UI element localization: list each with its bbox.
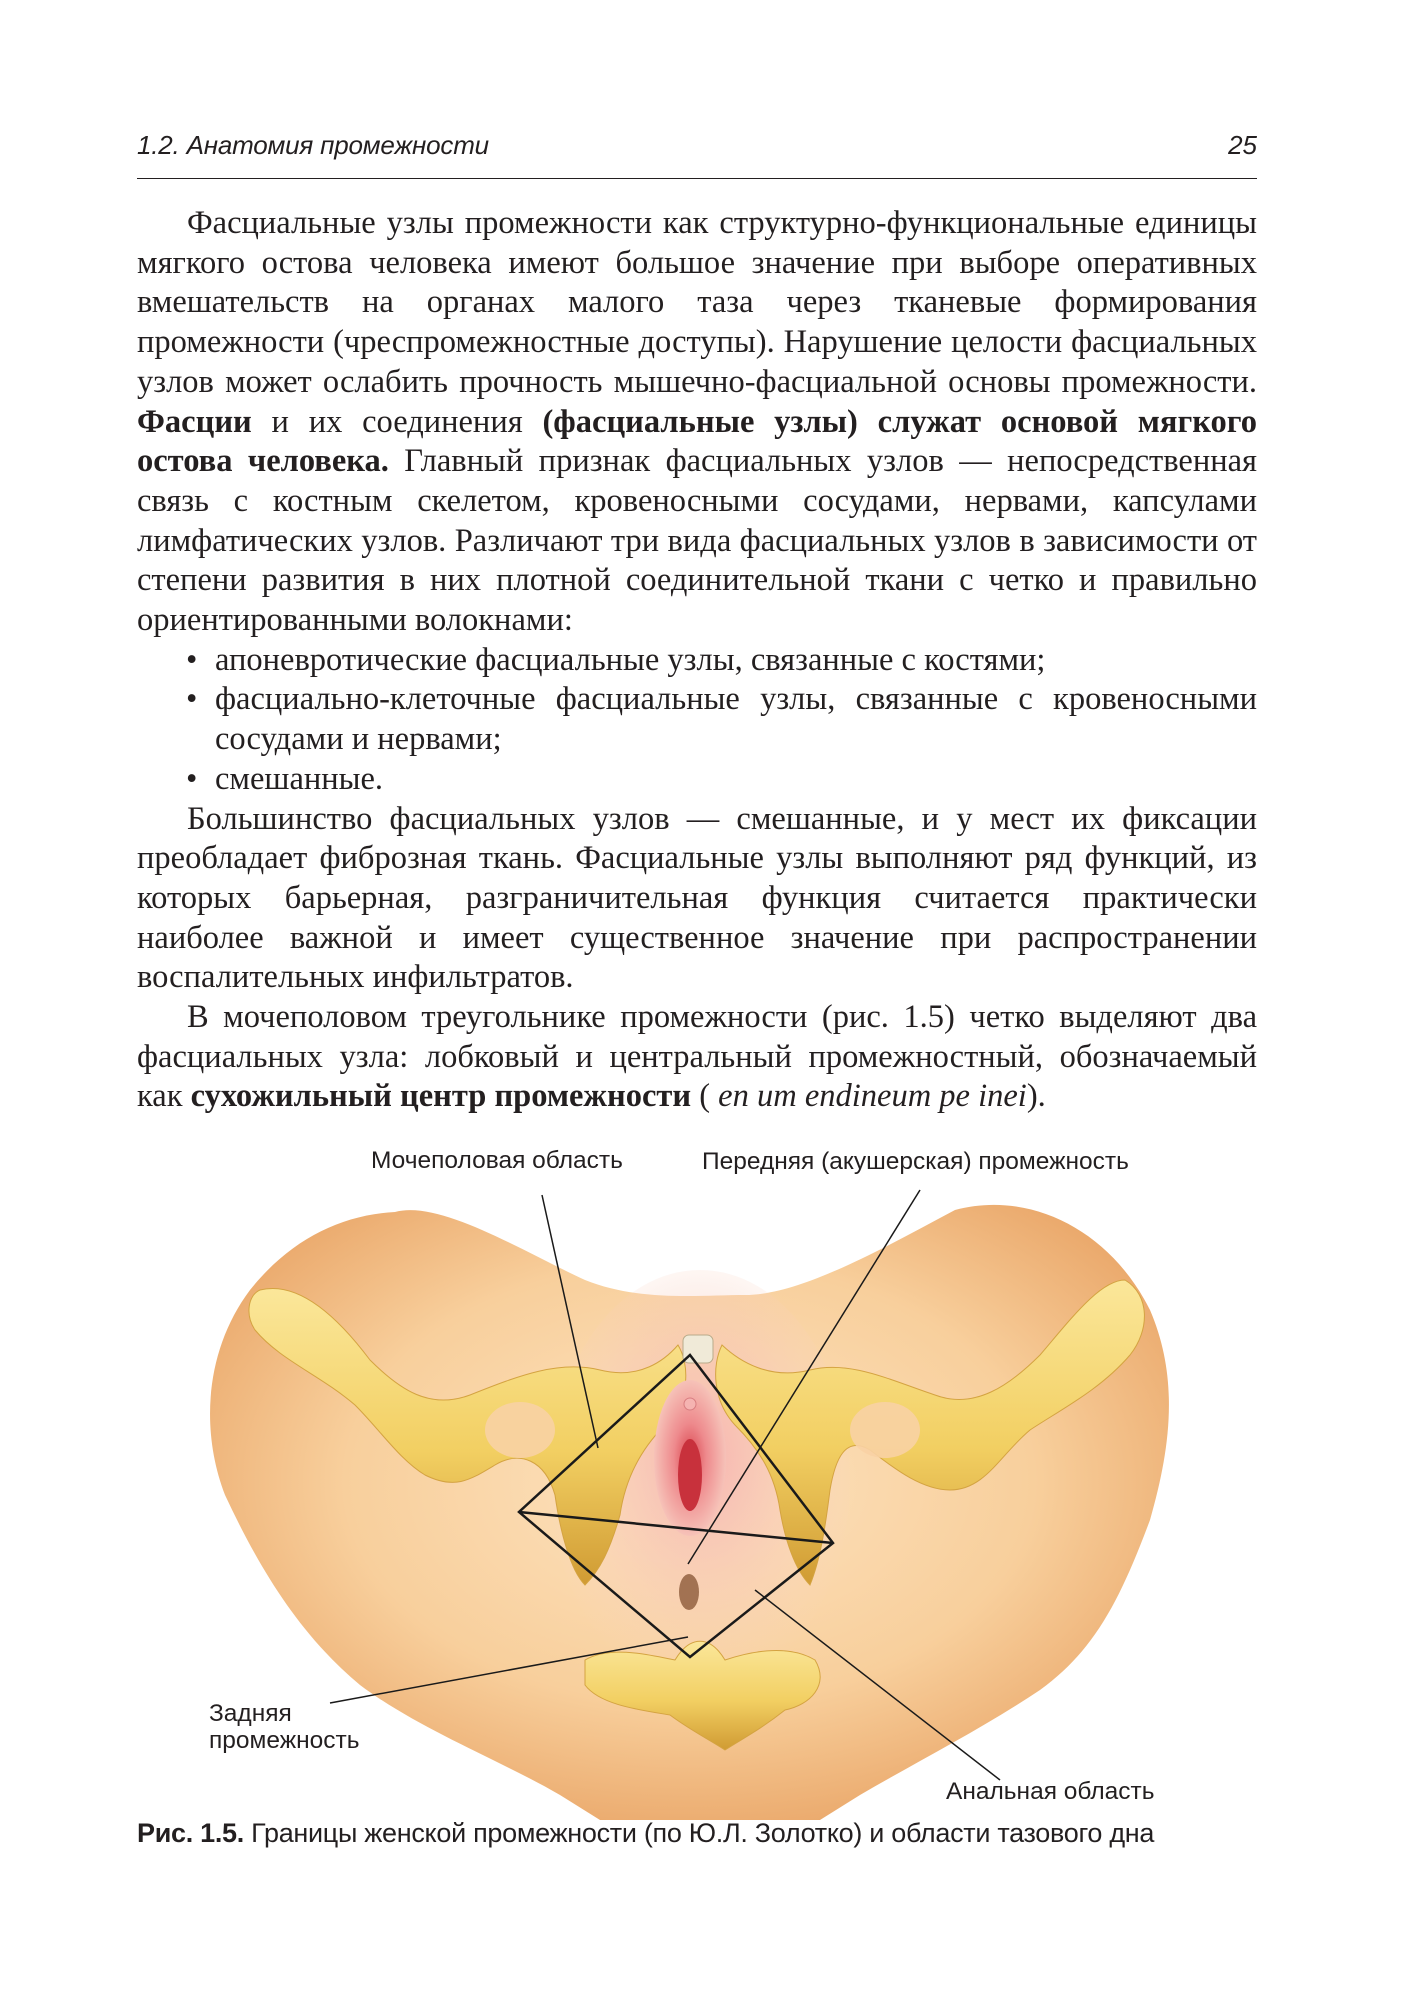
latin-term: en um endineum pe inei bbox=[718, 1078, 1027, 1115]
body-text bbox=[137, 204, 1257, 1117]
left-obturator-foramen bbox=[485, 1402, 555, 1458]
page-number: 25 bbox=[1228, 130, 1257, 160]
list-item bbox=[137, 641, 1257, 681]
paragraph-text: Фасциальные узлы промежности как структурно-функциональные единицы мягкого остова человека имеют большое значение при выборе оперативных вмешательств на органах малого таза через тканевые формирования промежности (чреспромежностные доступы). Нарушение целости фасциальных узлов может ослабить прочность мышечно-фасциальной основы промежности. bbox=[137, 205, 1257, 400]
label-posterior-perineum-1: Задняя bbox=[209, 1700, 292, 1727]
bold-term-fascia: Фасции bbox=[137, 403, 252, 440]
anus bbox=[679, 1574, 699, 1610]
paragraph-mixed-nodes: Большинство фасциальных узлов — смешанные, и у мест их фиксации преобладает фиброзная ткань. Фасциальные узлы выполняют ряд функций, из которых барьерная, разграничительная функция считается практически наиболее важной и имеет существенное значение при распространении воспалительных инфильтратов. bbox=[137, 800, 1257, 996]
list-item-text: апоневротические фасциальные узлы, связанные с костями; bbox=[215, 641, 1046, 678]
label-posterior-perineum-2: промежность bbox=[209, 1727, 360, 1754]
caption-text: Границы женской промежности (по Ю.Л. Золотко) и области тазового дна bbox=[243, 1818, 1155, 1848]
list-item bbox=[137, 760, 1257, 800]
figure-perineum bbox=[0, 1130, 1414, 1830]
label-anterior-perineum: Передняя (акушерская) промежность bbox=[702, 1148, 1129, 1175]
bold-statement: (фасциальные узлы) служат основой мягкого остова человека. bbox=[137, 403, 1257, 480]
paragraph-text: ). bbox=[1026, 1078, 1046, 1115]
list-item bbox=[137, 680, 1257, 759]
label-urogenital-region: Мочеполовая область bbox=[371, 1147, 623, 1174]
section-title: 1.2. Анатомия промежности bbox=[137, 130, 489, 160]
right-obturator-foramen bbox=[850, 1402, 920, 1458]
paragraph-text: ( bbox=[691, 1078, 719, 1115]
bullet-marker: • bbox=[186, 760, 198, 797]
label-anal-region: Анальная область bbox=[946, 1778, 1155, 1805]
clitoris bbox=[684, 1398, 696, 1410]
paragraph-text: Главный признак фасциальных узлов — непосредственная связь с костным скелетом, кровеносными сосудами, нервами, капсулами лимфатических узлов. Различают три вида фасциальных узлов в зависимости от степени развития в них плотной соединительной ткани с четко и правильно ориентированными волокнами: bbox=[137, 443, 1257, 639]
figure-caption bbox=[137, 1818, 1287, 1849]
paragraph-fascial-nodes bbox=[137, 204, 1257, 641]
list-item-text: смешанные. bbox=[215, 760, 384, 797]
paragraph-urogenital-triangle bbox=[137, 998, 1257, 1117]
bullet-marker: • bbox=[186, 641, 198, 678]
bullet-marker: • bbox=[186, 681, 198, 718]
paragraph-text: В мочеполовом треугольнике промежности (рис. 1.5) четко выделяют два фасциальных узла: лобковый и центральный промежностный, обозначаемый как bbox=[137, 999, 1257, 1115]
vaginal-opening bbox=[678, 1439, 702, 1511]
figure-number: Рис. 1.5. bbox=[137, 1818, 244, 1848]
running-header bbox=[137, 128, 1257, 179]
paragraph-text: и их соединения bbox=[251, 403, 543, 440]
bold-term-central-tendon: сухожильный центр промежности bbox=[190, 1078, 692, 1115]
list-item-text: фасциально-клеточные фасциальные узлы, связанные с кровеносными сосудами и нервами; bbox=[215, 681, 1257, 758]
